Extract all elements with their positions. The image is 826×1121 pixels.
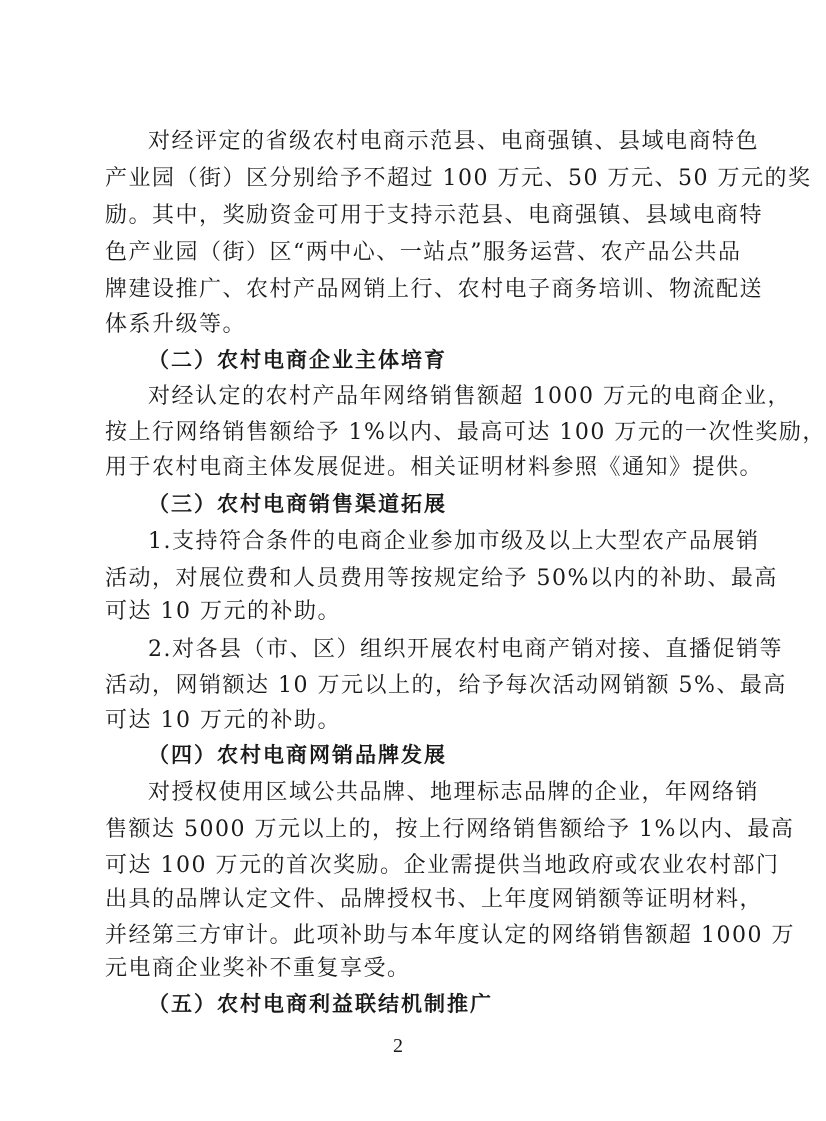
paragraph-5-line-6: 元电商企业奖补不重复享受。 [105, 956, 411, 981]
paragraph-1-line-5: 牌建设推广、农村产品网销上行、农村电子商务培训、物流配送 [105, 277, 764, 302]
section-heading-3: （三）农村电商销售渠道拓展 [148, 492, 447, 516]
paragraph-5-line-5: 并经第三方审计。此项补助与本年度认定的网络销售额超 1000 万 [105, 923, 795, 948]
paragraph-1-line-2: 产业园（街）区分别给予不超过 100 万元、50 万元、50 万元的奖 [105, 166, 812, 191]
paragraph-3-line-1: 1.支持符合条件的电商企业参加市级及以上大型农产品展销 [148, 529, 760, 554]
paragraph-2-line-2: 按上行网络销售额给予 1%以内、最高可达 100 万元的一次性奖励， [105, 420, 826, 445]
paragraph-3-line-3: 可达 10 万元的补助。 [105, 599, 341, 624]
paragraph-5-line-2: 售额达 5000 万元以上的，按上行网络销售额给予 1%以内、最高 [105, 817, 795, 842]
paragraph-1-line-3: 励。其中，奖励资金可用于支持示范县、电商强镇、县域电商特 [105, 203, 764, 228]
paragraph-5-line-3: 可达 100 万元的首次奖励。企业需提供当地政府或农业农村部门 [105, 853, 780, 878]
paragraph-5-line-4: 出具的品牌认定文件、品牌授权书、上年度网销额等证明材料， [105, 887, 764, 912]
paragraph-5-line-1: 对授权使用区域公共品牌、地理标志品牌的企业，年网络销 [148, 780, 760, 805]
paragraph-1-line-4: 色产业园（街）区“两中心、一站点”服务运营、农产品公共品 [105, 240, 742, 265]
paragraph-4-line-2: 活动，网销额达 10 万元以上的，给予每次活动网销额 5%、最高 [105, 673, 787, 698]
paragraph-3-line-2: 活动，对展位费和人员费用等按规定给予 50%以内的补助、最高 [105, 566, 778, 591]
section-heading-5: （五）农村电商利益联结机制推广 [148, 992, 493, 1016]
paragraph-2-line-1: 对经认定的农村产品年网络销售额超 1000 万元的电商企业， [148, 384, 791, 409]
page-number: 2 [393, 1035, 403, 1057]
paragraph-4-line-3: 可达 10 万元的补助。 [105, 708, 341, 733]
paragraph-2-line-3: 用于农村电商主体发展促进。相关证明材料参照《通知》提供。 [105, 455, 764, 480]
section-heading-2: （二）农村电商企业主体培育 [148, 348, 447, 372]
paragraph-1-line-1: 对经评定的省级农村电商示范县、电商强镇、县域电商特色 [148, 129, 760, 154]
section-heading-4: （四）农村电商网销品牌发展 [148, 743, 447, 767]
paragraph-1-line-6: 体系升级等。 [105, 312, 247, 337]
paragraph-4-line-1: 2.对各县（市、区）组织开展农村电商产销对接、直播促销等 [148, 637, 783, 662]
